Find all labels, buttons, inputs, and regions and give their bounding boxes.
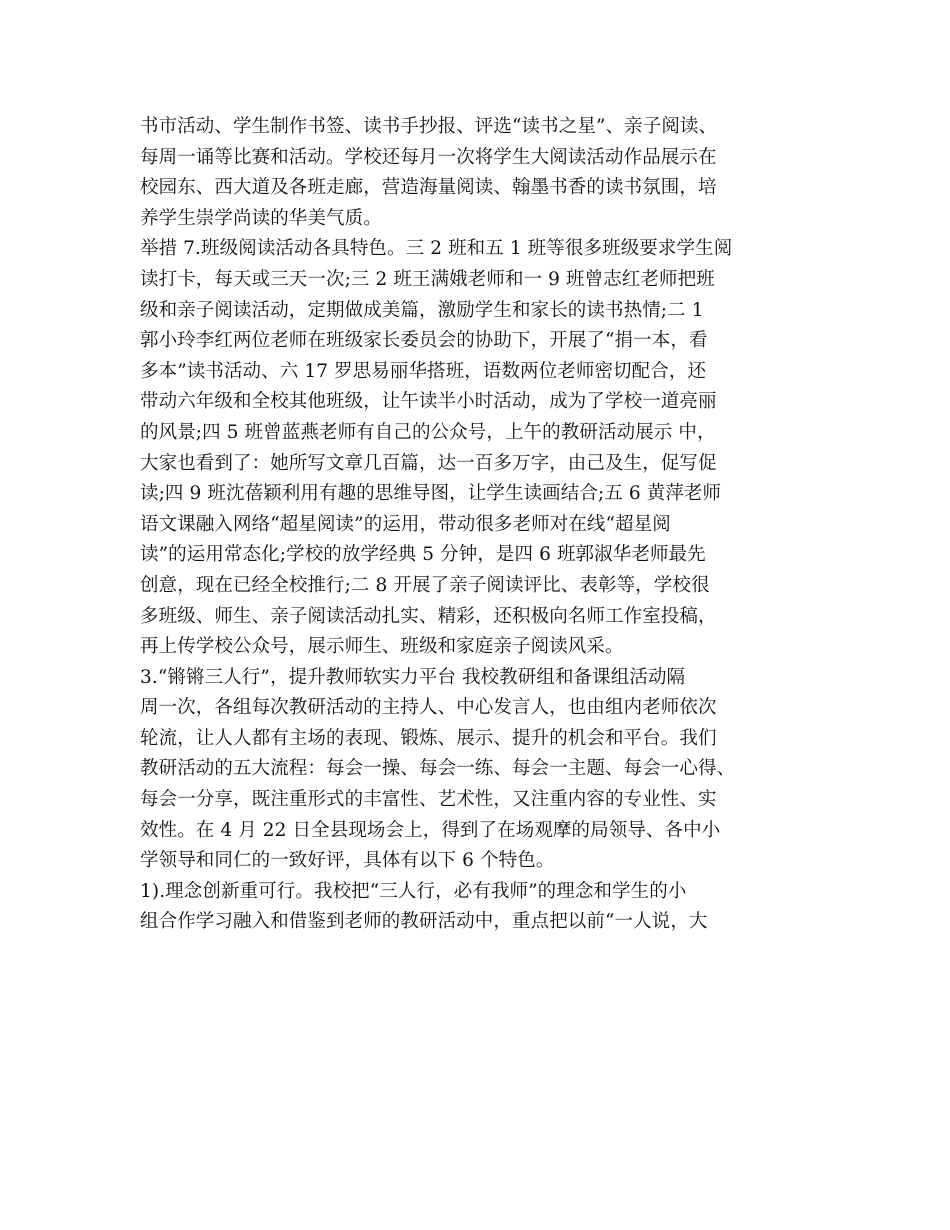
text-line-21: 轮流，让人人都有主场的表现、锻炼、展示、提升的机会和平台。我们 (140, 727, 717, 749)
text-line-26: 1).理念创新重可行。我校把“三人行，必有我师”的理念和学生的小 (140, 880, 687, 902)
text-line-12: 大家也看到了：她所写文章几百篇，达一百多万字，由己及生，促写促 (140, 452, 717, 474)
text-line-5: 举措 7.班级阅读活动各具特色。三 2 班和五 1 班等很多班级要求学生阅 (140, 238, 733, 260)
text-line-11: 的风景;四 5 班曾蓝燕老师有自己的公众号，上午的教研活动展示 中， (140, 421, 716, 443)
text-line-6: 读打卡，每天或三天一次;三 2 班王满娥老师和一 9 班曾志红老师把班 (140, 268, 715, 290)
text-line-2: 每周一诵等比赛和活动。学校还每月一次将学生大阅读活动作品展示在 (140, 146, 717, 168)
text-line-16: 创意，现在已经全校推行;二 8 开展了亲子阅读评比、表彰等，学校很 (140, 574, 710, 596)
text-line-14: 语文课融入网络“超星阅读”的运用，带动很多老师对在线“超星阅 (140, 513, 671, 535)
text-line-8: 郭小玲李红两位老师在班级家长委员会的协助下，开展了“捐一本，看 (140, 330, 708, 352)
text-line-18: 再上传学校公众号，展示师生、班级和家庭亲子阅读风采。 (140, 636, 624, 658)
text-line-20: 周一次，各组每次教研活动的主持人、中心发言人，也由组内老师依次 (140, 697, 717, 719)
text-line-25: 学领导和同仁的一致好评，具体有以下 6 个特色。 (140, 850, 555, 872)
text-line-4: 养学生崇学尚读的华美气质。 (140, 207, 382, 229)
text-line-1: 书市活动、学生制作书签、读书手抄报、评选“读书之星”、亲子阅读、 (140, 116, 718, 137)
text-line-17: 多班级、师生、亲子阅读活动扎实、精彩，还积极向名师工作室投稿， (140, 605, 717, 627)
text-line-23: 每会一分享，既注重形式的丰富性、艺术性，又注重内容的专业性、实 (140, 789, 717, 811)
text-line-22: 教研活动的五大流程：每会一操、每会一练、每会一主题、每会一心得、 (140, 758, 736, 780)
text-line-7: 级和亲子阅读活动，定期做成美篇，激励学生和家长的读书热情;二 1 (140, 299, 704, 321)
text-line-9: 多本”读书活动、六 17 罗思易丽华搭班，语数两位老师密切配合，还 (140, 360, 707, 382)
text-line-10: 带动六年级和全校其他班级，让午读半小时活动，成为了学校一道亮丽 (140, 391, 717, 413)
text-line-13: 读;四 9 班沈蓓颖利用有趣的思维导图，让学生读画结合;五 6 黄萍老师 (140, 483, 722, 505)
text-line-24: 效性。在 4 月 22 日全县现场会上，得到了在场观摩的局领导、各中小 (140, 819, 721, 841)
text-line-15: 读”的运用常态化;学校的放学经典 5 分钟，是四 6 班郭淑华老师最先 (140, 544, 706, 566)
text-line-19: 3.“锵锵三人行”，提升教师软实力平台 我校教研组和备课组活动隔 (140, 666, 686, 688)
text-line-27: 组合作学习融入和借鉴到老师的教研活动中，重点把以前“一人说，大 (140, 911, 708, 933)
text-line-3: 校园东、西大道及各班走廊，营造海量阅读、翰墨书香的读书氛围，培 (140, 177, 717, 199)
document-body (140, 112, 830, 938)
